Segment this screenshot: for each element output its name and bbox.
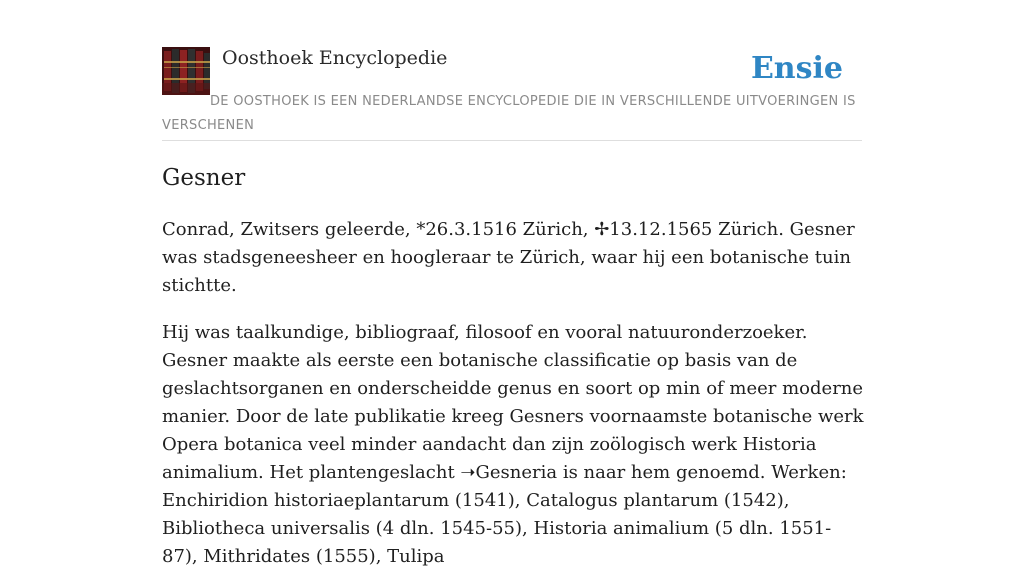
article-title: Gesner: [162, 165, 246, 191]
site-tagline: DE OOSTHOEK IS EEN NEDERLANDSE ENCYCLOPEDIE DIE IN VERSCHILLENDE UITVOERINGEN IS VERSCHENEN: [162, 94, 856, 133]
site-avatar[interactable]: [162, 47, 210, 95]
brand-logo-link[interactable]: Ensie: [750, 51, 843, 86]
site-name[interactable]: Oosthoek Encyclopedie: [222, 47, 448, 69]
article-paragraph-2: Hij was taalkundige, bibliograaf, filosoof en vooral natuuronderzoeker. Gesner maakte als eerste een botanische classificatie op basis van de geslachtsorganen en onderscheidde genus en soort op min of meer moderne manier. Door de late publikatie kreeg Gesners voornaamste botanische werk Opera botanica veel minder aandacht dan zijn zoölogisch werk Historia animalium. Het plantengeslacht ➝Gesneria is naar hem genoemd. Werken: Enchiridion historiaeplantarum (1541), Catalogus plantarum (1542), Bibliotheca universalis (4 dln. 1545-55), Historia animalium (5 dln. 1551-87), Mithridates (1555), Tulipa: [162, 322, 864, 567]
book-spines-avatar-icon: [162, 47, 210, 95]
site-header: [162, 46, 862, 141]
article: [162, 160, 866, 571]
article-paragraph-1: Conrad, Zwitsers geleerde, *26.3.1516 Zürich, ✢13.12.1565 Zürich. Gesner was stadsgeneesheer en hoogleraar te Zürich, waar hij een botanische tuin stichtte.: [162, 219, 855, 296]
